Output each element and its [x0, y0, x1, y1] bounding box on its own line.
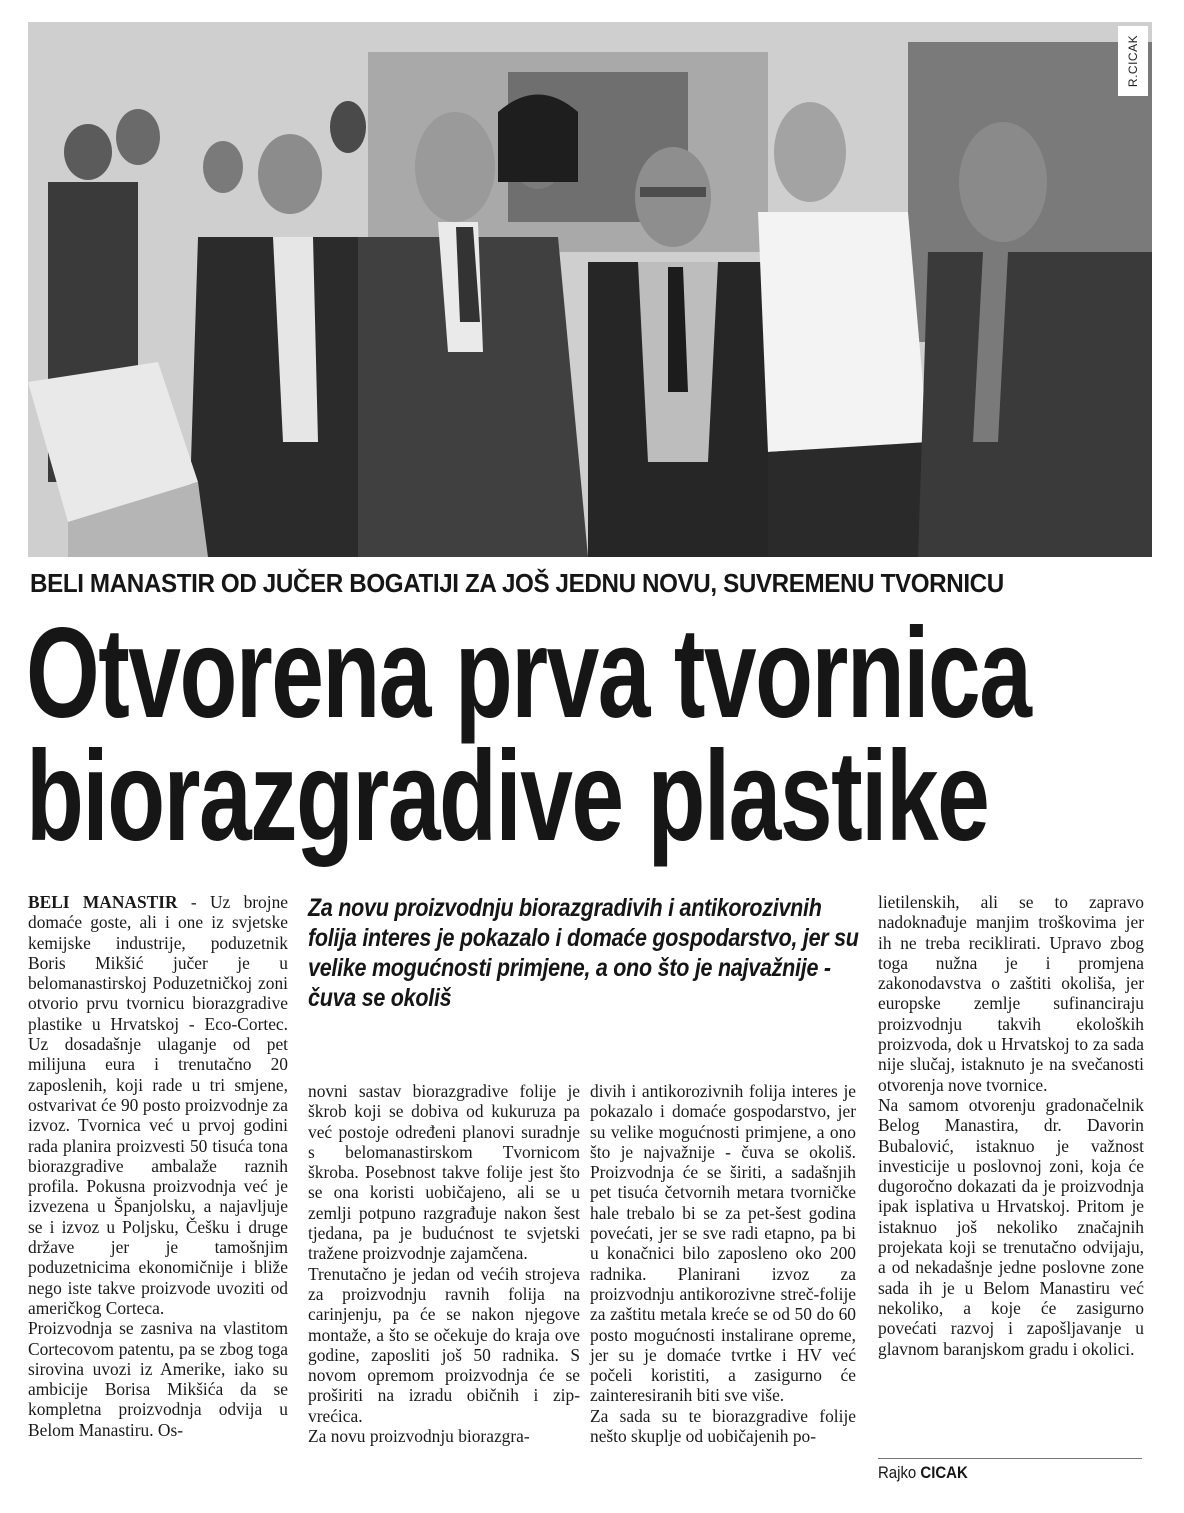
- body-paragraph: [28, 892, 288, 1318]
- dateline: BELI MANASTIR: [28, 892, 178, 912]
- headline-line-1: Otvorena prva tvornica: [26, 602, 1031, 745]
- body-paragraph: novni sastav biorazgradive folije je škrob koji se dobiva od kukuruza pa već postoje određeni planovi suradnje s belomanastirskom Tvornicom škroba. Posebnost takve folije jest što se ona koristi uobičajeno, ali se u zemlji potpuno razgrađuje nakon šest tjedana, pa je budućnost te svjetski tražene proizvodnje zajamčena.: [308, 1081, 580, 1264]
- byline: [878, 1463, 968, 1483]
- photo-credit: [1118, 26, 1148, 96]
- body-paragraph: Na samom otvorenju gradonačelnik Belog Manastira, dr. Davorin Bubalović, istaknuo je važnost investicije u poslovnoj zoni, koja će dugoročno dokazati da je proizvodnja ipak isplativa u Hrvatskoj. Pritom je istaknuo još nekoliko značajnih projekata koji se trenutačno odvijaju, a od nekadašnje jedne poslovne zone sada ih je u Belom Manastiru već nekoliko, a koje će zasigurno povećati razvoj i zapošljavanje u glavnom baranjskom gradu i okolici.: [878, 1094, 1144, 1359]
- body-paragraph: Proizvodnja se zasniva na vlastitom Cortecovom patentu, pa se zbog toga sirovina uvozi iz Amerike, iako su ambicije Borisa Mikšića da se kompletna proizvodnja odvija u Belom Manastiru. Os-: [28, 1318, 288, 1440]
- body-column-2: [308, 1081, 580, 1446]
- news-photo: [28, 22, 1152, 557]
- body-paragraph: Za novu proizvodnju biorazgra-: [308, 1426, 530, 1447]
- body-paragraph: Za sada su te biorazgradive folije nešto skuplje od uobičajenih po-: [590, 1405, 856, 1447]
- body-paragraph: divih i antikorozivnih folija interes je pokazalo i domaće gospodarstvo, jer su velike mogućnosti primjene, a ono što je najvažnije - čuva se okoliš. Proizvodnja će se širiti, a sadašnjih pet tisuća četvornih metara tvorničke hale trebalo bi se za pet-šest godina povećati, jer se sve radi etapno, pa bi u konačnici bilo zaposleno oko 200 radnika. Planirani izvoz za proizvodnju antikorozivne streč-folije za zaštitu metala kreće se od 50 do 60 posto mogućnosti instalirane opreme, jer su je domaće tvrtke i HV već počeli koristiti, a zasigurno će zainteresiranih biti sve više.: [590, 1081, 856, 1406]
- body-column-3: [590, 1081, 856, 1446]
- headline-line-2: biorazgradive plastike: [26, 725, 989, 868]
- author-first-name: Rajko: [878, 1463, 917, 1482]
- author-last-name: CICAK: [920, 1463, 968, 1482]
- photo-credit-text: R.CICAK: [1126, 34, 1140, 88]
- lead-paragraph: Za novu proizvodnju biorazgradivih i antikorozivnih folija interes je pokazalo i domaće gospodarstvo, jer su velike mogućnosti primjene, a ono što je najvažnije - čuva se okoliš: [308, 894, 859, 1012]
- headline: [26, 602, 1031, 868]
- body-column-1: [28, 892, 288, 1440]
- body-column-4: [878, 892, 1144, 1359]
- body-text: - Uz brojne domaće goste, ali i one iz svjetske kemijske industrije, poduzetnik Boris Mikšić jučer je u belomanastirskoj Poduzetničkoj zoni otvorio prvu tvornicu biorazgradive plastike u Hrvatskoj - Eco-Cortec. Uz dosadašnje ulaganje od pet milijuna eura i trenutačno 20 zaposlenih, koji rade u tri smjene, ostvarivat će 90 posto proizvodnje za izvoz. Tvornica već u prvoj godini rada planira proizvesti 50 tisuća tona biorazgradive ambalaže raznih profila. Pokusna proizvodnja već je izvezena u Španjolsku, a najavljuje se i izvoz u Poljsku, Češku i druge države jer je tamošnjim poduzetnicima ekonomičnije i bliže nego iste takve proizvode uvoziti od američkog Corteca.: [28, 892, 289, 1318]
- kicker: BELI MANASTIR OD JUČER BOGATIJI ZA JOŠ JEDNU NOVU, SUVREMENU TVORNICU: [30, 568, 1004, 598]
- photo-illustration: [28, 22, 1152, 557]
- byline-divider: [878, 1458, 1142, 1459]
- body-paragraph: lietilenskih, ali se to zapravo nadoknađuje manjim troškovima jer ih ne treba reciklirati. Upravo zbog toga nužna je i promjena zakonodavstva o zaštiti okoliša, jer europske zemlje sufinanciraju proizvodnju takvih ekoloških proizvoda, dok u Hrvatskoj to za sada nije slučaj, istaknuto je na svečanosti otvorenja nove tvornice.: [878, 892, 1144, 1095]
- body-paragraph: Trenutačno je jedan od većih strojeva za proizvodnju ravnih folija na carinjenju, pa će se nakon njegove montaže, a što se očekuje do kraja ove godine, zaposliti još 50 radnika. S novom opremom proizvodnja će se proširiti na izradu običnih i zip-vrećica.: [308, 1263, 580, 1426]
